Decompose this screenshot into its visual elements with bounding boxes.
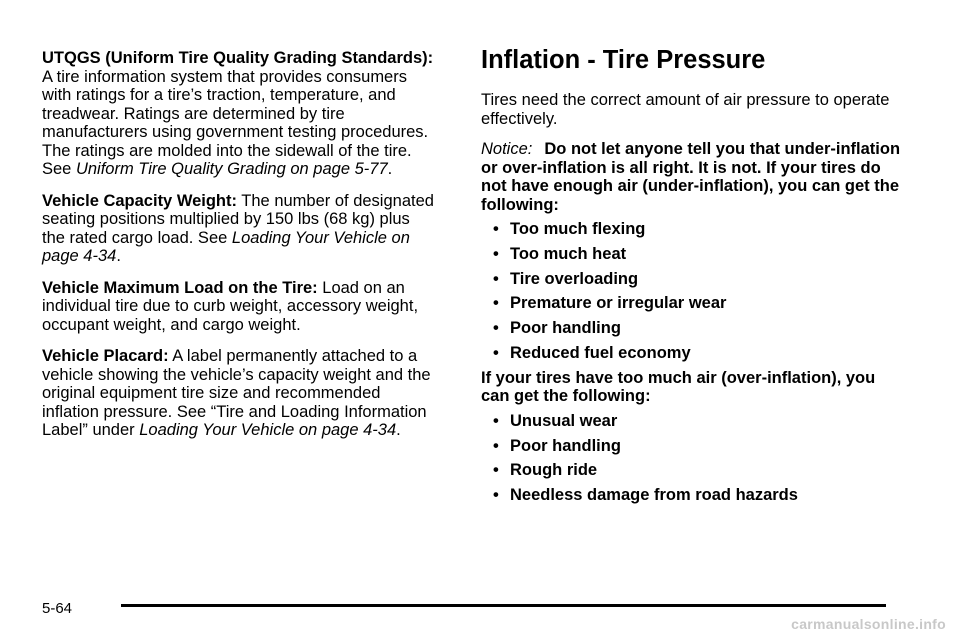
- list-item: [493, 294, 901, 313]
- list-item: [493, 437, 901, 456]
- right-column: [481, 45, 901, 511]
- list-item-text: Poor handling: [510, 436, 621, 455]
- bullet-icon: •: [493, 436, 499, 455]
- cross-reference-link[interactable]: Uniform Tire Quality Grading on page 5-77: [75, 160, 388, 178]
- list-item-text: Rough ride: [510, 461, 598, 480]
- page-number: 5-64: [42, 600, 73, 617]
- watermark: carmanualsonline.info: [791, 616, 946, 632]
- definition-max-load: [42, 279, 437, 335]
- section-title: Inflation - Tire Pressure: [481, 46, 766, 74]
- intro-paragraph: Tires need the correct amount of air pressure to operate effectively.: [481, 91, 890, 128]
- list-item: [493, 486, 901, 505]
- definition-body: A label permanently attached to a vehicle showing the vehicle’s capacity weight and the original equipment tire size and recommended inflation pressure. See “Tire and Loading Information Label” under: [42, 347, 431, 439]
- definition-end: .: [116, 247, 121, 265]
- definition-body: The number of designated seating positions multiplied by 150 lbs (68 kg) plus the rated cargo load. See: [42, 191, 434, 247]
- bullet-icon: •: [493, 244, 499, 263]
- bullet-icon: •: [493, 461, 499, 480]
- list-item-text: Tire overloading: [510, 269, 639, 288]
- definition-body: A tire information system that provides consumers with ratings for a tire’s traction, temperature, and treadwear. Ratings are determined by tire manufacturers using government testing procedures. The ratings are molded into the sidewall of the tire. See: [42, 67, 429, 178]
- list-item-text: Unusual wear: [510, 411, 618, 430]
- list-item: [493, 344, 901, 363]
- over-inflation-paragraph: If your tires have too much air (over-inflation), you can get the following:: [481, 368, 876, 406]
- list-item: [493, 412, 901, 431]
- cross-reference-link[interactable]: Loading Your Vehicle on page 4-34: [139, 421, 397, 439]
- list-item-text: Too much heat: [510, 244, 627, 263]
- notice-paragraph: [481, 140, 901, 214]
- definition-end: .: [396, 421, 401, 439]
- left-column: [42, 49, 437, 453]
- notice-text: Do not let anyone tell you that under-inflation or over-inflation is all right. It is not. If your tires do not have enough air (under-inflation), you can get the following:: [481, 140, 901, 214]
- definition-term: Vehicle Placard:: [42, 347, 169, 365]
- definition-body: Load on an individual tire due to curb weight, accessory weight, occupant weight, and cargo weight.: [42, 278, 419, 334]
- bullet-icon: •: [493, 411, 499, 430]
- list-item-text: Too much flexing: [510, 220, 646, 238]
- list-item: [493, 220, 901, 239]
- definition-term: Vehicle Capacity Weight:: [42, 191, 238, 210]
- footer-divider: [121, 604, 886, 607]
- cross-reference-link[interactable]: Loading Your Vehicle on page 4-34: [42, 228, 410, 265]
- list-item-text: Needless damage from road hazards: [510, 486, 798, 505]
- notice-label: Notice:: [481, 140, 533, 158]
- definition-end: .: [387, 160, 393, 178]
- bullet-icon: •: [493, 486, 499, 505]
- under-inflation-list: [481, 220, 901, 362]
- bullet-icon: •: [493, 319, 499, 338]
- list-item: [493, 319, 901, 338]
- list-item-text: Premature or irregular wear: [510, 294, 727, 313]
- definition-utqgs: [42, 49, 437, 179]
- over-inflation-list: [481, 412, 901, 505]
- bullet-icon: •: [493, 294, 499, 313]
- definition-term: UTQGS (Uniform Tire Quality Grading Standards):: [42, 49, 434, 67]
- definition-term: Vehicle Maximum Load on the Tire:: [42, 278, 318, 297]
- list-item-text: Reduced fuel economy: [510, 343, 691, 362]
- bullet-icon: •: [493, 269, 499, 288]
- bullet-icon: •: [493, 220, 499, 238]
- list-item-text: Poor handling: [510, 319, 621, 338]
- list-item: [493, 461, 901, 480]
- definition-placard: [42, 347, 437, 440]
- list-item: [493, 270, 901, 289]
- definition-capacity-weight: [42, 192, 437, 266]
- list-item: [493, 245, 901, 264]
- bullet-icon: •: [493, 343, 499, 362]
